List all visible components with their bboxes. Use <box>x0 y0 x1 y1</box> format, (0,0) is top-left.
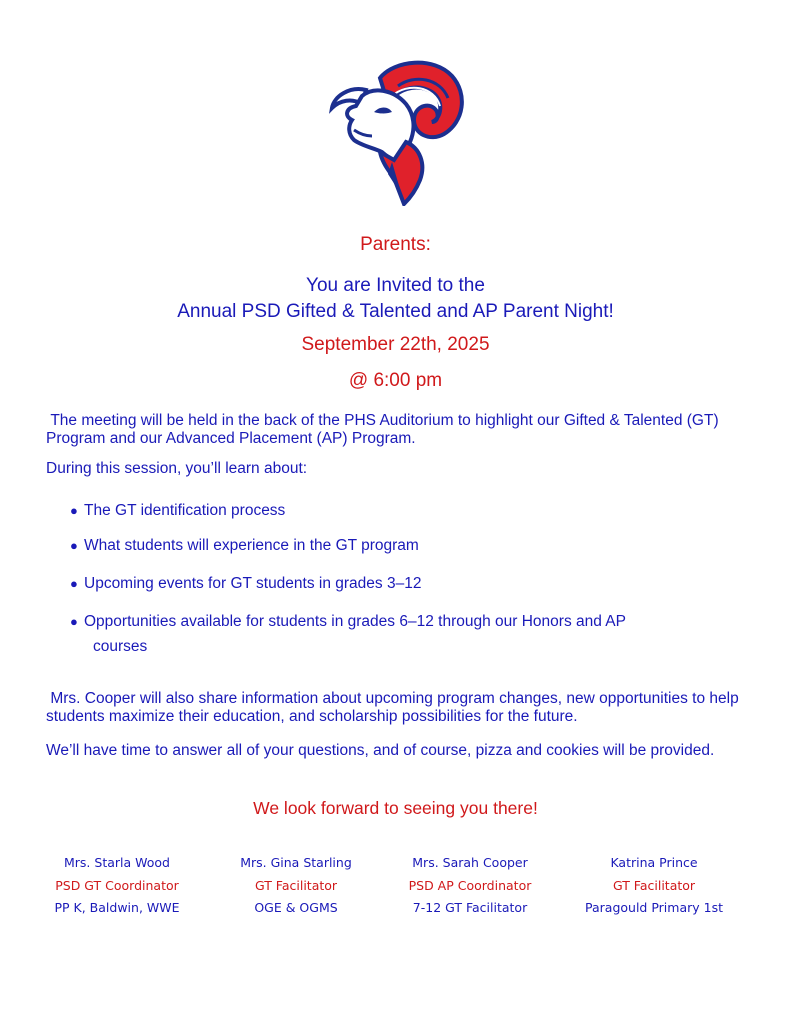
list-item <box>70 533 710 558</box>
signature-role: GT Facilitator <box>612 877 696 893</box>
signature-role: PSD GT Coordinator <box>55 877 179 893</box>
greeting-heading: Parents: <box>360 234 431 255</box>
event-time: @ 6:00 pm <box>348 370 443 391</box>
bullet-text-continuation: courses <box>93 638 148 655</box>
bullet-dot-icon: ● <box>70 576 78 591</box>
cooper-paragraph: Mrs. Cooper will also share information about upcoming program changes, new opportunities to help students maximize their education, and scholarship possibilities for the future. <box>46 690 744 725</box>
intro-paragraph: The meeting will be held in the back of the PHS Auditorium to highlight our Gifted & Talented (GT) Program and our Advanced Placement (AP) Program. <box>46 412 723 447</box>
signature-location: OGE & OGMS <box>254 900 338 915</box>
bullet-text: Opportunities available for students in grades 6–12 through our Honors and AP <box>84 613 626 630</box>
closing-line: We look forward to seeing you there! <box>253 798 538 818</box>
signature-location: Paragould Primary 1st <box>585 900 723 915</box>
invitation-line-2: Annual PSD Gifted & Talented and AP Parent Night! <box>177 301 614 322</box>
bullet-dot-icon: ● <box>70 538 78 553</box>
signature-name: Mrs. Sarah Cooper <box>412 855 528 870</box>
bullet-dot-icon: ● <box>70 503 78 518</box>
signature-name: Katrina Prince <box>610 855 698 870</box>
signature-name: Mrs. Gina Starling <box>240 855 352 870</box>
ram-mascot-icon <box>322 56 468 206</box>
signature-block <box>22 852 212 920</box>
bullet-text: Upcoming events for GT students in grades 3–12 <box>84 575 422 592</box>
list-item <box>70 609 710 659</box>
signature-block <box>201 852 391 920</box>
signature-block <box>559 852 749 920</box>
signature-name: Mrs. Starla Wood <box>64 855 170 870</box>
signature-role: GT Facilitator <box>254 877 338 893</box>
list-item <box>70 498 710 523</box>
event-date: September 22th, 2025 <box>301 334 490 355</box>
bullet-dot-icon: ● <box>70 614 78 629</box>
signature-role: PSD AP Coordinator <box>408 877 532 893</box>
list-item <box>70 571 710 596</box>
session-intro: During this session, you’ll learn about: <box>46 460 308 477</box>
bullet-text: The GT identification process <box>84 502 286 519</box>
bullet-text: What students will experience in the GT program <box>84 537 419 554</box>
questions-paragraph: We’ll have time to answer all of your questions, and of course, pizza and cookies will be provided. <box>46 742 715 759</box>
signature-block <box>375 852 565 920</box>
signature-location: PP K, Baldwin, WWE <box>54 900 180 915</box>
invitation-line-1: You are Invited to the <box>306 275 485 296</box>
signature-location: 7-12 GT Facilitator <box>412 900 528 915</box>
